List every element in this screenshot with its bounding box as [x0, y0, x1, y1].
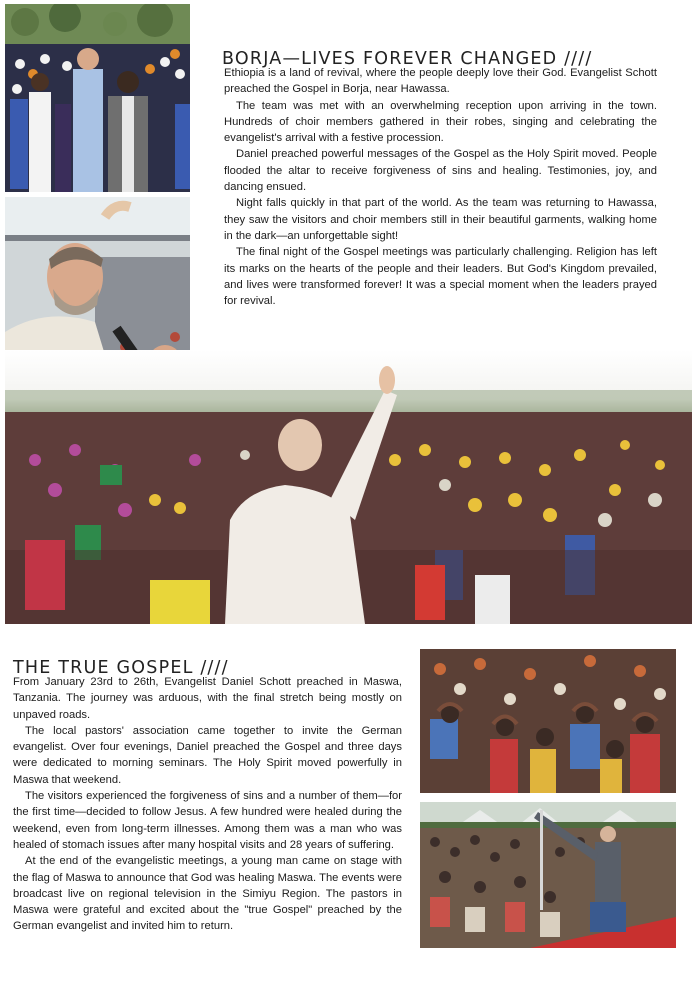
- paragraph: At the end of the evangelistic meetings, a young man came on stage with the flag of Maswa to announce that God was healing Maswa. The events were broadcast live on regional television in the Simiyu Region. The pastors in Maswa were grateful and excited about the "true Gospel" preached by the German evangelist and invited him to return.: [13, 855, 402, 933]
- paragraph: Night falls quickly in that part of the world. As the team was returning to Hawassa, they saw the visitors and choir members still in their beautiful garments, walking home in the dark—an unforgettable sight!: [224, 197, 657, 242]
- paragraph: The final night of the Gospel meetings was particularly challenging. Religion has left its marks on the hearts of the people and their leaders. But God's Kingdom prevailed, and lives were transformed forever! It was a special moment when the leaders prayed for revival.: [224, 246, 657, 308]
- article-body-borja: [224, 65, 657, 309]
- article-title-maswa: THE TRUE GOSPEL ////: [13, 657, 229, 678]
- article-body-maswa: [13, 674, 402, 935]
- paragraph: The local pastors' association came together to invite the German evangelist. Over four evenings, Daniel preached the Gospel and three days were dedicated to morning seminars. The Holy Spirit moved powerfully in Maswa that weekend.: [13, 724, 402, 786]
- paragraph: The team was met with an overwhelming reception upon arriving in the town. Hundreds of choir members gathered in their robes, singing and celebrating the evangelist's arrival with a festive procession.: [224, 99, 657, 145]
- paragraph: The visitors experienced the forgiveness of sins and a number of them—for the first time—decided to follow Jesus. A few hundred were healed during the weekend, even from long-term illnesses. Among them was a man who was healed of stomach issues after many hospital visits and 28 years of suffering.: [13, 790, 402, 851]
- photo-borja-procession: [5, 4, 190, 192]
- paragraph: Ethiopia is a land of revival, where the people deeply love their God. Evangelist Schott preached the Gospel in Borja, near Hawassa.: [224, 67, 657, 96]
- photo-maswa-crowd: [420, 649, 676, 793]
- paragraph: Daniel preached powerful messages of the Gospel as the Holy Spirit moved. People flooded the altar to receive forgiveness of sins and healing. Testimonies, joy, and dancing ensued.: [224, 148, 657, 194]
- photo-maswa-stage: [420, 802, 676, 948]
- paragraph: From January 23rd to 26th, Evangelist Daniel Schott preached in Maswa, Tanzania. The journey was arduous, with the final stretch being mostly on unpaved roads.: [13, 676, 402, 721]
- photo-borja-crowd: [5, 350, 692, 624]
- article-title-borja: BORJA—LIVES FOREVER CHANGED ////: [222, 48, 593, 69]
